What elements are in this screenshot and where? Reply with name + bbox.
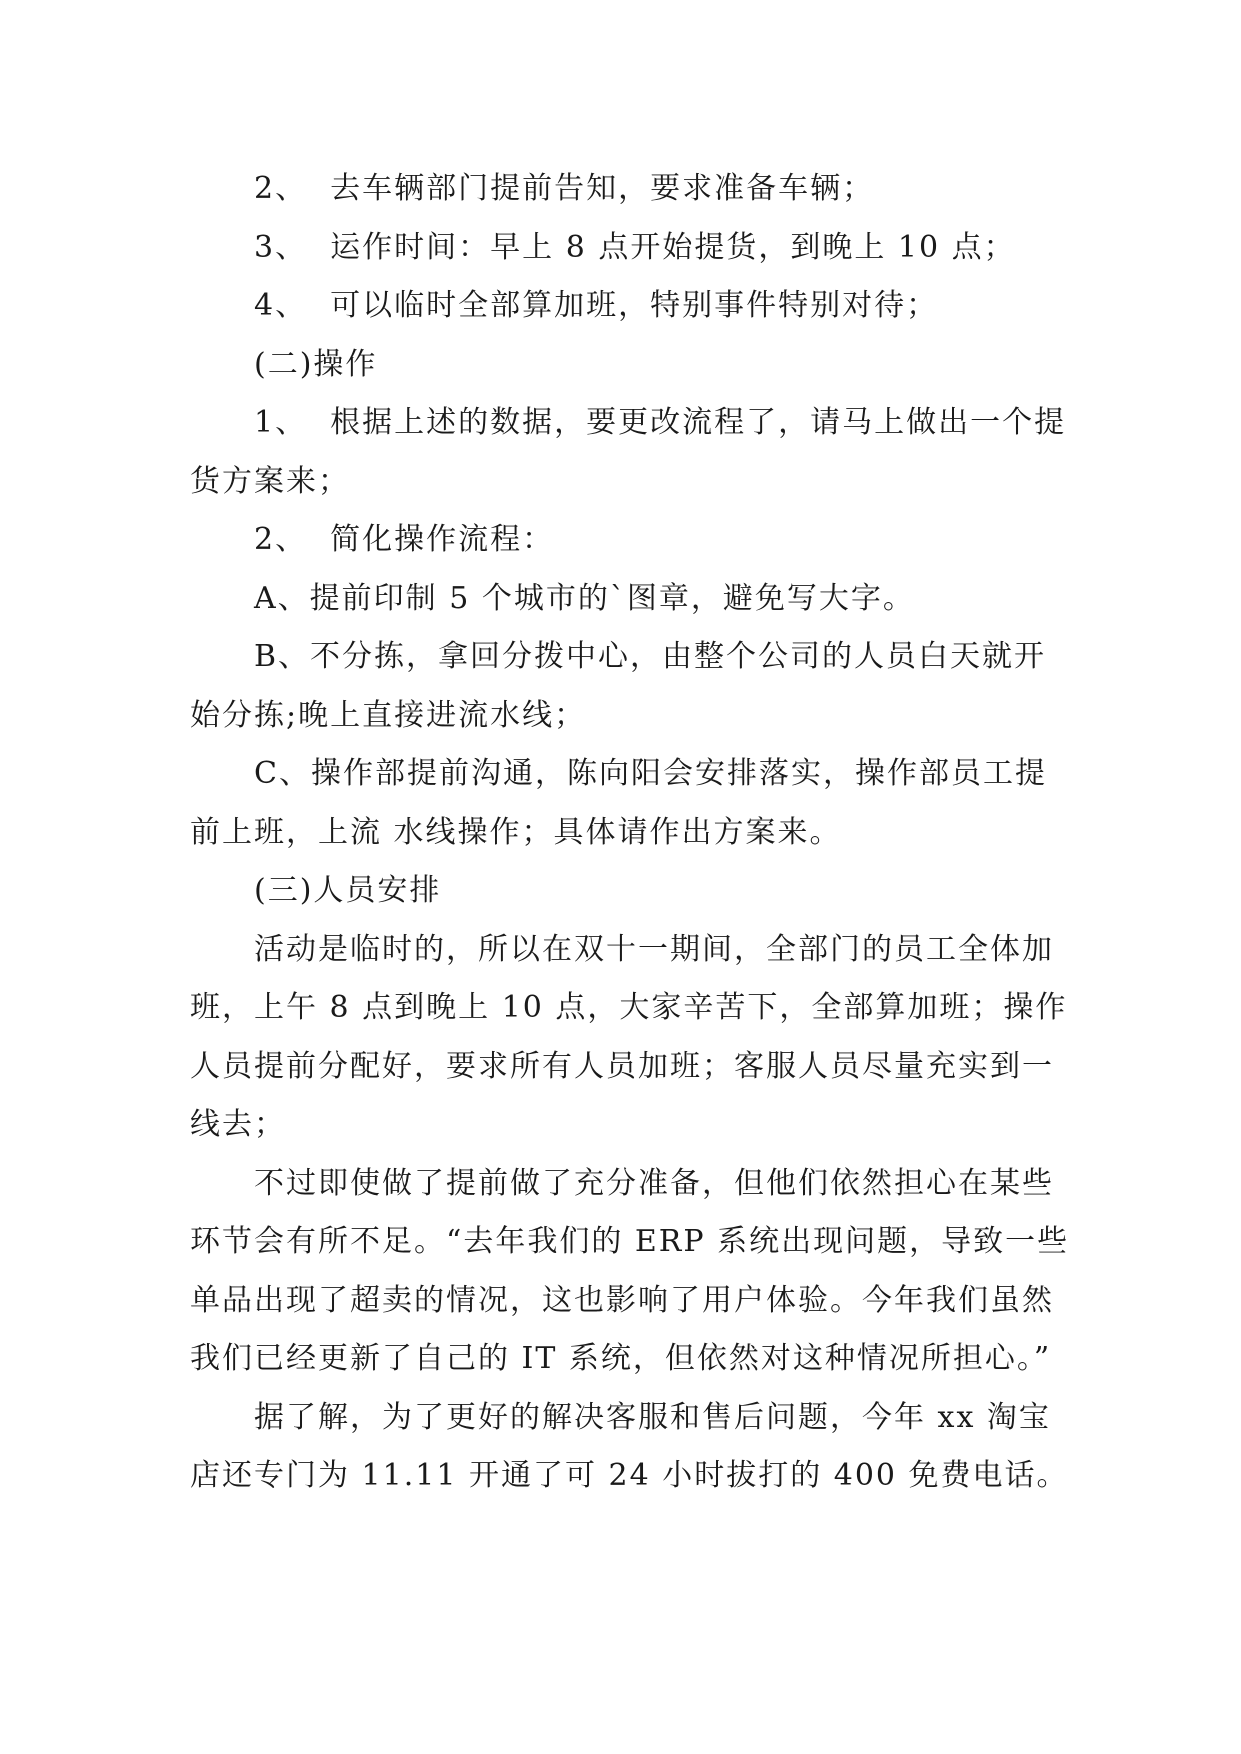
section-heading-staffing: (三)人员安排 [254, 873, 442, 908]
sub-item-a-print-stamps: A、提前印制 5 个城市的`图章，避免写大字。 [254, 580, 915, 616]
list-item-simplify-process: 2、 简化操作流程： [254, 522, 555, 557]
sub-item-c-operations-dept: C、操作部提前沟通，陈向阳会安排落实，操作部员工提前上班，上流 水线操作；具体请作出方案来。 [190, 756, 1047, 850]
list-item-notify-vehicle-dept: 2、 去车辆部门提前告知，要求准备车辆； [254, 171, 875, 206]
paragraph-erp-concerns: 不过即使做了提前做了充分准备，但他们依然担心在某些环节会有所不足。“去年我们的 ERP 系统出现问题，导致一些单品出现了超卖的情况，这也影响了用户体验。今年我们虽然我们已经更新了自己的 IT 系统，但依然对这种情况所担心。” [190, 1165, 1070, 1376]
section-heading-operations: (二)操作 [254, 346, 378, 382]
paragraph-customer-service-hotline: 据了解，为了更好的解决客服和售后问题，今年 xx 淘宝店还专门为 11.11 开通了可 24 小时拔打的 400 免费电话。 [190, 1399, 1069, 1493]
list-item-pickup-plan: 1、 根据上述的数据，要更改流程了，请马上做出一个提货方案来； [190, 405, 1067, 499]
list-item-overtime-policy: 4、 可以临时全部算加班，特别事件特别对待； [254, 288, 939, 323]
document-body [190, 160, 1070, 1506]
paragraph-staffing-overtime: 活动是临时的，所以在双十一期间，全部门的员工全体加班，上午 8 点到晚上 10 点，大家辛苦下，全部算加班；操作人员提前分配好，要求所有人员加班；客服人员尽量充实到一线去； [190, 931, 1068, 1142]
sub-item-b-sorting: B、不分拣，拿回分拨中心，由整个公司的人员白天就开始分拣;晚上直接进流水线； [190, 639, 1047, 733]
list-item-operating-hours: 3、 运作时间：早上 8 点开始提货，到晚上 10 点； [254, 229, 1016, 265]
